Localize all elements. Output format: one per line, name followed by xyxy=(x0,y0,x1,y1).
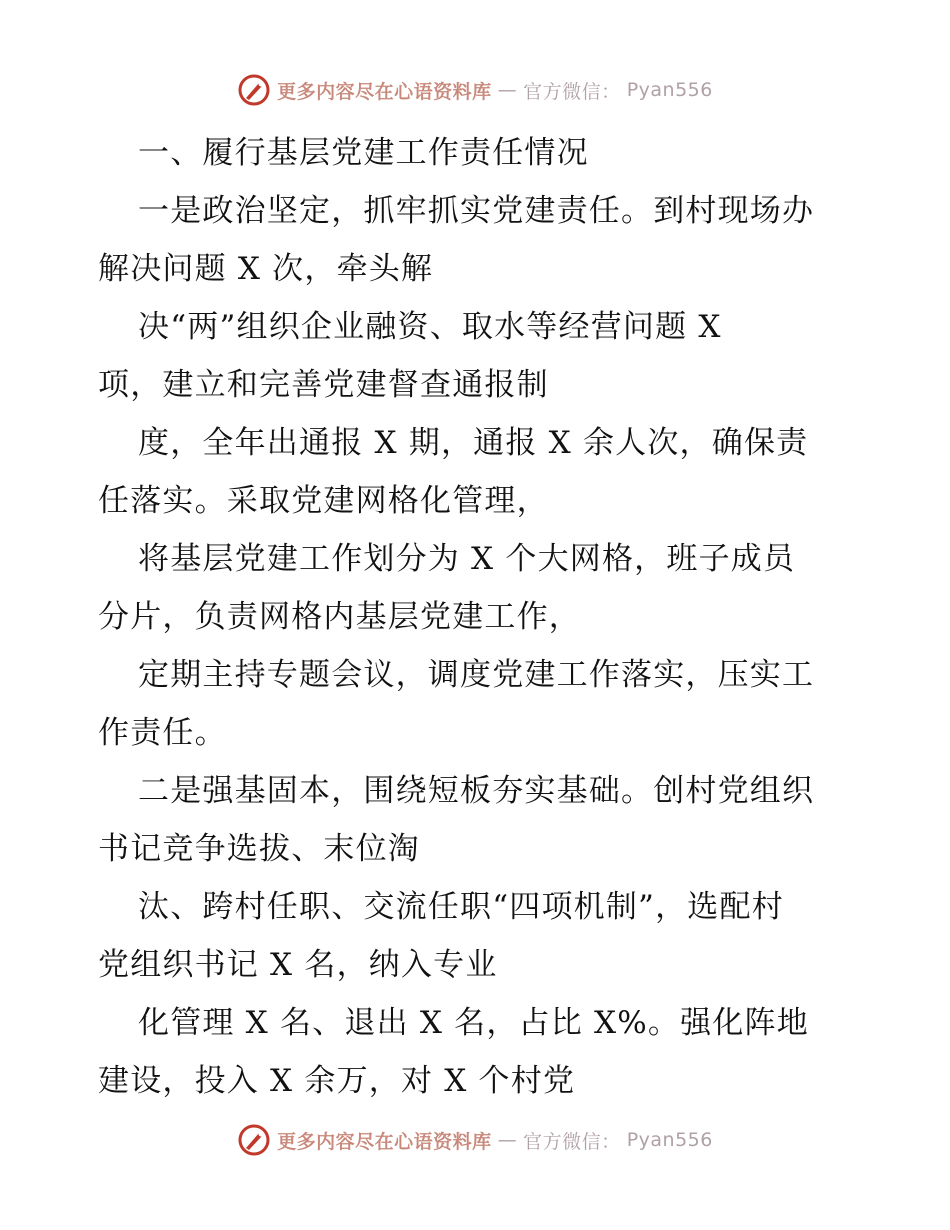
paragraph-line: 项，建立和完善党建督查通报制 xyxy=(98,367,549,403)
paragraph-line: 汰、跨村任职、交流任职“四项机制”，选配村 xyxy=(138,889,784,925)
pen-logo-icon xyxy=(237,73,271,107)
paragraph-line: 决“两”组织企业融资、取水等经营问题 X xyxy=(138,309,722,345)
paragraph-line: 将基层党建工作划分为 X 个大网格，班子成员 xyxy=(138,541,796,577)
watermark-dash: — xyxy=(497,1129,518,1151)
paragraph-line: 党组织书记 X 名，纳入专业 xyxy=(98,947,498,983)
watermark-main-text: 更多内容尽在心语资料库 xyxy=(277,80,492,103)
paragraph-line: 书记竞争选拔、末位淘 xyxy=(98,831,420,867)
paragraph-line: 度，全年出通报 X 期，通报 X 余人次，确保责 xyxy=(138,425,809,461)
watermark-handle: Pyan556 xyxy=(626,79,713,101)
document-body xyxy=(98,124,858,1110)
watermark-dash: — xyxy=(497,79,518,101)
paragraph-line: 建设，投入 X 余万，对 X 个村党 xyxy=(98,1063,576,1099)
paragraph-line: 分片，负责网格内基层党建工作， xyxy=(98,599,581,635)
paragraph-line: 化管理 X 名、退出 X 名，占比 X%。强化阵地 xyxy=(138,1005,809,1041)
header-watermark xyxy=(0,70,950,110)
section-heading: 一、履行基层党建工作责任情况 xyxy=(138,135,589,171)
paragraph-line: 任落实。采取党建网格化管理， xyxy=(98,483,549,519)
paragraph-line: 解决问题 X 次，牵头解 xyxy=(98,251,434,287)
watermark-handle: Pyan556 xyxy=(626,1129,713,1151)
paragraph-line: 二是强基固本，围绕短板夯实基础。创村党组织 xyxy=(138,773,815,809)
footer-watermark xyxy=(0,1120,950,1160)
pen-logo-icon xyxy=(237,1123,271,1157)
watermark-sub-text: 官方微信： xyxy=(523,80,621,103)
paragraph-line: 作责任。 xyxy=(98,715,227,751)
watermark-main-text: 更多内容尽在心语资料库 xyxy=(277,1130,492,1153)
watermark-sub-text: 官方微信： xyxy=(523,1130,621,1153)
paragraph-line: 定期主持专题会议，调度党建工作落实，压实工 xyxy=(138,657,815,693)
paragraph-line: 一是政治坚定，抓牢抓实党建责任。到村现场办 xyxy=(138,193,815,229)
